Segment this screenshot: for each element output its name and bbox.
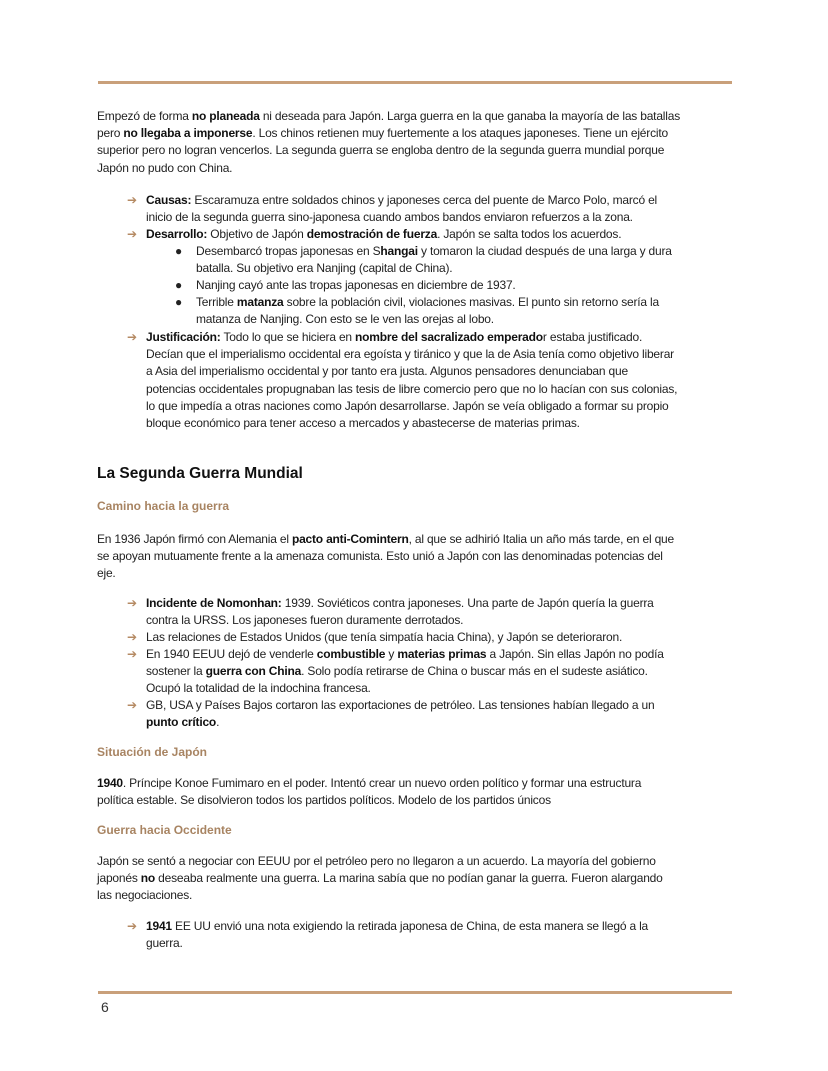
text-line: [146, 381, 677, 398]
text-run: Objetivo de Japón: [207, 227, 307, 241]
text-run: .: [216, 715, 220, 730]
text-run: lo que impedía a otras naciones como Japón desarrollarse. Japón se veía obligado a formar su propio: [146, 398, 669, 413]
text-run: a Asia del imperialismo occidental y por tanto era justa. Algunos pensadores denunciaban que: [146, 364, 628, 379]
bold-text: no llegaba a imponerse: [123, 126, 253, 141]
text-run: Nanjing cayó ante las tropas japonesas en diciembre de 1937.: [196, 278, 516, 292]
text-run: deseaba realmente una guerra. La marina sabía que no podían ganar la guerra. Fueron alargando: [155, 871, 663, 886]
intro-paragraph: [97, 108, 680, 177]
text-run: eje.: [97, 566, 116, 581]
text-run: . Príncipe Konoe Fumimaro en el poder. Intentó crear un nuevo orden político y formar una estructura: [122, 776, 642, 790]
text-run: Japón no pudo con China.: [97, 160, 233, 175]
text-run: y: [385, 647, 398, 661]
text-line: [146, 398, 677, 415]
arrow-bullet-icon: ➔: [127, 630, 137, 644]
occidente-paragraph: [97, 853, 663, 905]
arrow-bullet-icon: ➔: [127, 919, 137, 933]
footer-rule: [98, 991, 732, 994]
bold-text: matanza: [236, 295, 284, 309]
bold-text: demostración de fuerza: [306, 227, 438, 241]
text-line: [146, 663, 664, 680]
text-run: inicio de la segunda guerra sino-japonesa cuando ambos bandos enviaron refuerzos a la zona.: [146, 210, 633, 225]
text-line: [146, 935, 648, 952]
text-run: japonés: [97, 871, 141, 886]
text-run: política estable. Se disolvieron todos los partidos políticos. Modelo de los partidos únicos: [97, 793, 551, 808]
list-item-nomonhan: [127, 595, 654, 629]
bold-text: 1940: [97, 776, 123, 790]
text-run: contra la URSS. Los japoneses fueron duramente derrotados.: [146, 613, 464, 628]
camino-paragraph: [97, 531, 674, 583]
text-run: potencias occidentales propugnaban las tesis de libre comercio pero que no lo hacían con sus colonias,: [146, 381, 678, 396]
text-line: [196, 311, 659, 328]
list-item-causas: [127, 192, 658, 226]
text-run: Las relaciones de Estados Unidos (que tenía simpatía hacia China), y Japón se deterioraron.: [146, 630, 623, 644]
bold-text: pacto anti-Comintern: [291, 532, 409, 546]
bold-text: Desarrollo:: [146, 227, 208, 241]
text-run: . Japón se salta todos los acuerdos.: [437, 227, 622, 241]
bold-text: Causas:: [146, 193, 192, 207]
arrow-bullet-icon: ➔: [127, 330, 137, 344]
bold-text: materias primas: [397, 647, 487, 661]
text-run: Ocupó la totalidad de la indochina francesa.: [146, 681, 371, 696]
text-line: [97, 125, 680, 142]
header-rule: [98, 81, 732, 84]
subheading-occidente: Guerra hacia Occidente: [97, 823, 232, 837]
bold-text: no planeada: [191, 109, 260, 123]
text-run: ni deseada para Japón. Larga guerra en la que ganaba la mayoría de las batallas: [259, 109, 680, 123]
bold-text: hangai: [380, 244, 418, 258]
text-line: [146, 192, 657, 209]
bold-text: guerra con China: [205, 664, 302, 679]
text-line: [146, 918, 648, 935]
arrow-bullet-icon: ➔: [127, 227, 137, 241]
list-item-relaciones: [127, 629, 623, 646]
bold-text: Incidente de Nomonhan:: [146, 596, 282, 610]
text-run: . Los chinos retienen muy fuertemente a los ataques japoneses. Tiene un ejército: [252, 126, 668, 141]
text-run: . Solo podía retirarse de China o buscar más en el sudeste asiático.: [301, 664, 648, 679]
text-line: [146, 612, 654, 629]
text-run: pero: [97, 126, 124, 141]
text-line: [146, 415, 677, 432]
text-run: batalla. Su objetivo era Nanjing (capital de China).: [196, 261, 453, 276]
arrow-bullet-icon: ➔: [127, 647, 137, 661]
text-run: Empezó de forma: [97, 109, 192, 123]
text-line: [97, 775, 641, 792]
text-line: [146, 680, 664, 697]
text-line: [146, 346, 677, 363]
text-line: [196, 243, 672, 260]
situacion-paragraph: [97, 775, 641, 809]
text-line: [196, 260, 672, 277]
text-line: [97, 531, 674, 548]
section-heading: La Segunda Guerra Mundial: [97, 465, 303, 482]
text-run: r estaba justificado.: [542, 330, 643, 344]
text-run: En 1936 Japón firmó con Alemania el: [97, 532, 292, 546]
bold-text: nombre del sacralizado emperado: [355, 330, 543, 344]
list-item-petroleo: [127, 697, 655, 731]
text-line: [97, 548, 674, 565]
list-item-justificacion: [127, 329, 678, 432]
arrow-bullet-icon: ➔: [127, 596, 137, 610]
text-run: Terrible: [196, 295, 237, 309]
text-run: Japón se sentó a negociar con EEUU por el petróleo pero no llegaron a un acuerdo. La mayoría del gobierno: [97, 854, 656, 868]
list-item-1941: [127, 918, 649, 952]
text-run: , al que se adhirió Italia un año más tarde, en el que: [408, 532, 674, 546]
bold-text: punto crítico: [146, 715, 217, 730]
text-line: [97, 870, 663, 887]
text-line: [97, 565, 674, 582]
text-line: [196, 294, 659, 311]
bold-text: combustible: [316, 647, 386, 661]
text-run: sostener la: [146, 664, 206, 679]
subheading-situacion: Situación de Japón: [97, 745, 208, 759]
arrow-bullet-icon: ➔: [127, 193, 137, 207]
text-line: [97, 160, 680, 177]
text-line: [97, 792, 641, 809]
text-line: [146, 226, 621, 243]
text-line: [196, 277, 516, 294]
text-line: [97, 142, 680, 159]
dot-bullet-icon: ●: [175, 295, 183, 309]
list-item-eeuu-1940: [127, 646, 664, 698]
text-run: superior pero no logran vencerlos. La segunda guerra se engloba dentro de la segunda guerra mundial porque: [97, 143, 665, 158]
text-run: Escaramuza entre soldados chinos y japoneses cerca del puente de Marco Polo, marcó el: [191, 193, 658, 207]
bold-text: Justificación:: [146, 330, 221, 344]
text-run: 1939. Soviéticos contra japoneses. Una parte de Japón quería la guerra: [281, 596, 654, 610]
text-run: y tomaron la ciudad después de una larga y dura: [417, 244, 672, 258]
text-line: [97, 108, 680, 125]
text-run: matanza de Nanjing. Con esto se le ven las orejas al lobo.: [196, 312, 494, 327]
text-run: sobre la población civil, violaciones masivas. El punto sin retorno sería la: [283, 295, 659, 309]
text-line: [146, 329, 677, 346]
text-run: se apoyan mutuamente frente a la amenaza comunista. Esto unió a Japón con las denominadas potencias del: [97, 549, 663, 564]
text-line: [146, 595, 654, 612]
bold-text: no: [140, 871, 156, 886]
text-run: guerra.: [146, 936, 183, 951]
text-line: [146, 697, 654, 714]
text-line: [146, 714, 654, 731]
dot-bullet-icon: ●: [175, 244, 183, 258]
subheading-camino: Camino hacia la guerra: [97, 499, 230, 513]
text-line: [146, 209, 657, 226]
page-number: 6: [101, 999, 109, 1015]
bold-text: 1941: [146, 919, 172, 933]
sub-list-item: [175, 294, 659, 328]
text-run: Todo lo que se hiciera en: [220, 330, 356, 344]
arrow-bullet-icon: ➔: [127, 698, 137, 712]
text-run: a Japón. Sin ellas Japón no podía: [486, 647, 664, 661]
text-line: [97, 887, 663, 904]
sub-list-item: [175, 277, 516, 294]
text-run: las negociaciones.: [97, 888, 193, 903]
text-line: [146, 646, 664, 663]
text-run: GB, USA y Países Bajos cortaron las exportaciones de petróleo. Las tensiones habían llegado a un: [146, 698, 655, 712]
text-line: [146, 363, 677, 380]
sub-list-item: [175, 243, 672, 277]
list-item-desarrollo: [127, 226, 622, 243]
text-run: EE UU envió una nota exigiendo la retirada japonesa de China, de esta manera se llegó a la: [171, 919, 649, 933]
text-run: Decían que el imperialismo occidental era egoísta y tiránico y que la de Asia tenía como objetivo liberar: [146, 347, 674, 362]
text-line: [146, 629, 622, 646]
text-line: [97, 853, 663, 870]
text-run: En 1940 EEUU dejó de venderle: [146, 647, 317, 661]
dot-bullet-icon: ●: [175, 278, 183, 292]
text-run: bloque económico para tener acceso a mercados y abastecerse de materias primas.: [146, 416, 580, 431]
text-run: Desembarcó tropas japonesas en S: [196, 244, 381, 258]
